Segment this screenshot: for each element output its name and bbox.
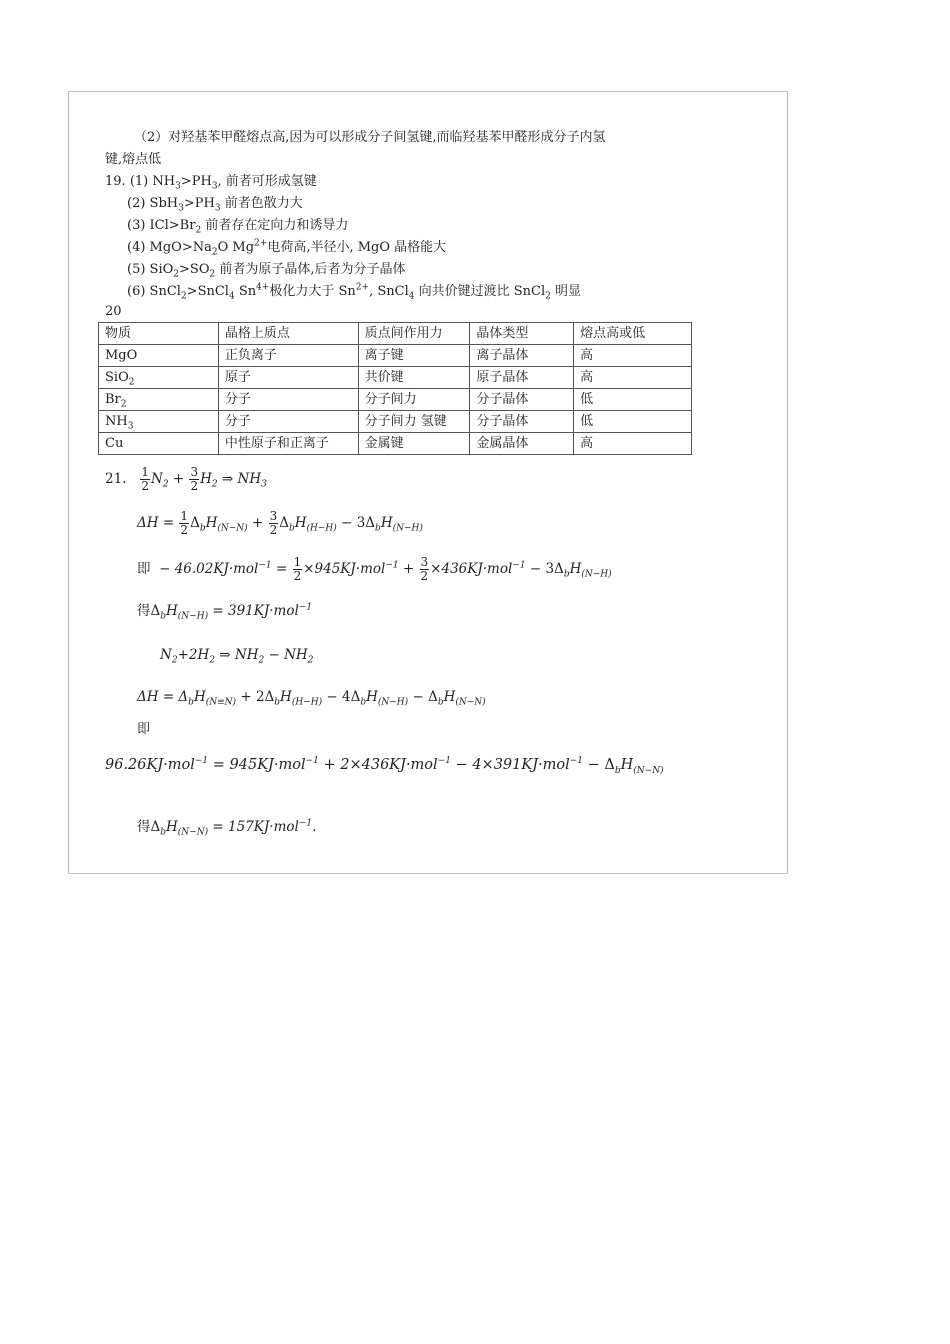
- q21-number: 21.: [105, 471, 127, 487]
- subscript: (N−N): [217, 523, 248, 534]
- de-label: 得: [137, 603, 151, 619]
- table-cell: 分子间力: [358, 389, 470, 411]
- q21-eq1: [105, 466, 267, 493]
- eq-text: − Δ: [408, 689, 438, 705]
- fraction: [269, 510, 279, 537]
- subscript: (N−H): [581, 569, 612, 580]
- q19-text: >SO: [179, 262, 210, 277]
- superscript: −1: [258, 560, 272, 571]
- q19-text: >SnCl: [186, 284, 229, 299]
- table-header-cell: 质点间作用力: [358, 323, 470, 345]
- subscript: b: [199, 523, 206, 534]
- q19-text: (4) MgO>Na: [127, 240, 212, 255]
- denominator: 2: [269, 523, 278, 537]
- superscript: 2+: [355, 282, 370, 293]
- table-row: [99, 345, 692, 367]
- eq-text: − NH: [264, 647, 308, 663]
- denominator: 2: [293, 569, 302, 583]
- substance-name: NH: [105, 414, 128, 429]
- eq-text: +2H: [177, 647, 210, 663]
- q19-item-3: [127, 218, 348, 234]
- q19-text: , SnCl: [369, 284, 409, 299]
- crystal-table: [98, 322, 692, 455]
- q21-eq5: [160, 646, 313, 664]
- subscript: (H−H): [291, 697, 323, 708]
- subscript: 3: [214, 203, 221, 214]
- table-cell: 高: [574, 367, 692, 389]
- numerator: 1: [293, 555, 302, 569]
- eq-text: − 3Δ: [341, 515, 376, 531]
- q19-text: (5) SiO: [127, 262, 174, 277]
- subscript: 2: [307, 655, 314, 666]
- superscript: −1: [385, 560, 399, 571]
- eq-text: H: [366, 689, 378, 705]
- eq-text: − 3Δ: [525, 561, 564, 577]
- table-cell: 原子晶体: [470, 367, 574, 389]
- table-header-cell: 晶体类型: [470, 323, 574, 345]
- table-cell: [99, 433, 219, 455]
- subscript: 2: [180, 291, 187, 302]
- subscript: b: [160, 611, 167, 622]
- table-cell: 离子键: [358, 345, 470, 367]
- q19-text: 前者为原子晶体,后者为分子晶体: [215, 262, 406, 277]
- subscript: 2: [162, 479, 169, 490]
- table-cell: 低: [574, 389, 692, 411]
- subscript: (N−H): [392, 523, 423, 534]
- q19-text: O Mg: [217, 240, 255, 255]
- eq-text: ×945KJ·mol: [303, 561, 386, 577]
- eq-text: +: [398, 561, 419, 577]
- substance-name: SiO: [105, 370, 129, 385]
- subscript: b: [188, 697, 194, 708]
- subscript: 2: [120, 399, 127, 410]
- eq-text: ⇒: [221, 471, 234, 487]
- subscript: 3: [211, 181, 218, 192]
- eq-text: ΔH =: [137, 515, 175, 531]
- eq-text: ×436KJ·mol: [430, 561, 513, 577]
- table-cell: 中性原子和正离子: [218, 433, 358, 455]
- q19-text: (3) ICl>Br: [127, 218, 196, 233]
- superscript: −1: [194, 756, 209, 767]
- de-label: 得: [137, 819, 151, 835]
- subscript: 2: [128, 377, 135, 388]
- eq-text: H: [193, 689, 206, 705]
- substance-name: Cu: [105, 436, 124, 451]
- subscript: 2: [211, 247, 218, 258]
- q19-text: 极化力大于 Sn: [269, 284, 356, 299]
- subscript: (N−N): [455, 697, 486, 708]
- subscript: 4: [408, 291, 415, 302]
- subscript: 3: [261, 479, 267, 490]
- subscript: 2: [173, 269, 180, 280]
- denominator: 2: [180, 523, 189, 537]
- eq-text: H: [166, 819, 178, 835]
- table-cell: 金属键: [358, 433, 470, 455]
- fraction: [189, 466, 199, 493]
- table-cell: 高: [574, 433, 692, 455]
- subscript: 3: [127, 421, 134, 432]
- substance-name: Br: [105, 392, 121, 407]
- superscript: −1: [298, 818, 313, 829]
- ji-label: 即: [137, 561, 151, 577]
- table-header-cell: 晶格上质点: [218, 323, 358, 345]
- eq-text: + 2×436KJ·mol: [318, 757, 438, 773]
- eq-text: H: [200, 471, 212, 487]
- q21-eq6: [137, 688, 486, 706]
- table-cell: [99, 389, 219, 411]
- eq-text: H: [205, 515, 218, 531]
- eq-text: H: [380, 515, 393, 531]
- superscript: −1: [569, 756, 584, 767]
- eq-text: N: [160, 647, 172, 663]
- table-cell: 金属晶体: [470, 433, 574, 455]
- eq-text: NH: [234, 647, 259, 663]
- subscript: b: [563, 569, 570, 580]
- eq-text: 96.26KJ·mol: [105, 757, 195, 773]
- table-cell: 离子晶体: [470, 345, 574, 367]
- q19-text: 前者色散力大: [220, 196, 303, 211]
- table-cell: [99, 411, 219, 433]
- table-header-cell: 物质: [99, 323, 219, 345]
- subscript: 3: [178, 203, 184, 214]
- numerator: 1: [141, 465, 149, 479]
- superscript: −1: [437, 756, 451, 767]
- fraction: [179, 510, 189, 537]
- table-cell: 分子晶体: [470, 411, 574, 433]
- q19-item-4: [127, 240, 446, 256]
- table-cell: 共价键: [358, 367, 470, 389]
- subscript: b: [375, 523, 381, 534]
- subscript: b: [614, 765, 621, 776]
- subscript: (N−N): [177, 827, 209, 838]
- q19-item-1: [105, 174, 317, 190]
- table-row: [99, 433, 692, 455]
- fraction: [293, 556, 303, 583]
- q19-text: (1) NH: [129, 174, 176, 189]
- eq-text: − 46.02KJ·mol: [159, 561, 259, 577]
- eq-text: H: [443, 689, 456, 705]
- q19-text: Sn: [234, 284, 257, 299]
- superscript: −1: [512, 560, 526, 571]
- q19-item-2: [127, 196, 303, 212]
- denominator: 2: [190, 479, 199, 493]
- numerator: 3: [420, 555, 429, 569]
- eq-text: NH: [237, 471, 262, 487]
- superscript: −1: [305, 756, 319, 767]
- substance-name: MgO: [105, 348, 138, 363]
- table-cell: [99, 345, 219, 367]
- q20-number: 20: [105, 304, 122, 319]
- eq-text: H: [569, 561, 582, 577]
- subscript: 2: [209, 269, 216, 280]
- q19-text: 前者存在定向力和诱导力: [201, 218, 349, 233]
- superscript: 2+: [254, 238, 268, 249]
- q19-item-6: [127, 284, 581, 300]
- subscript: 2: [171, 655, 178, 666]
- table-cell: 分子间力 氢键: [358, 411, 470, 433]
- eq-text: Δ: [190, 515, 200, 531]
- subscript: (H−H): [306, 523, 337, 534]
- subscript: 2: [209, 655, 215, 666]
- eq-text: = 391KJ·mol: [208, 603, 299, 619]
- table-cell: 低: [574, 411, 692, 433]
- eq-text: H: [294, 515, 307, 531]
- q19-text: 向共价键过渡比 SnCl: [414, 284, 546, 299]
- q21-eq2: [137, 510, 423, 537]
- eq-text: = 157KJ·mol: [208, 819, 299, 835]
- subscript: 2: [195, 225, 202, 236]
- q21-ji-line: 即: [137, 722, 151, 737]
- denominator: 2: [420, 569, 429, 583]
- eq-text: H: [280, 689, 292, 705]
- q21-eq4: [137, 602, 312, 620]
- subscript: (N−N): [633, 765, 664, 776]
- q19-text: >PH: [180, 174, 212, 189]
- table-cell: 分子: [218, 389, 358, 411]
- table-cell: 正负离子: [218, 345, 358, 367]
- subscript: (N−H): [177, 611, 209, 622]
- subscript: 4: [228, 291, 235, 302]
- table-cell: [99, 367, 219, 389]
- eq-text: H: [166, 603, 178, 619]
- eq-text: ΔH = Δ: [137, 689, 189, 705]
- subscript: b: [360, 697, 367, 708]
- q19-number: 19.: [105, 174, 126, 189]
- eq-text: − 4×391KJ·mol: [450, 757, 570, 773]
- fraction: [420, 556, 430, 583]
- table-row: [99, 367, 692, 389]
- q21-eq8: [137, 818, 316, 836]
- subscript: b: [274, 697, 281, 708]
- subscript: 2: [211, 479, 218, 490]
- fraction: [140, 466, 150, 493]
- subscript: (N≡N): [205, 697, 237, 708]
- q19-item-5: [127, 262, 405, 278]
- eq-text: H: [620, 757, 634, 773]
- denominator: 2: [141, 479, 149, 493]
- q19-text: (2) SbH: [127, 196, 179, 211]
- q21-eq3: [137, 556, 612, 583]
- q21-eq7: [105, 756, 664, 774]
- q19-text: , 前者可形成氢键: [217, 174, 317, 189]
- subscript: 2: [258, 655, 265, 666]
- eq-text: N: [151, 471, 163, 487]
- q19-text: (6) SnCl: [127, 284, 181, 299]
- eq-text: = 945KJ·mol: [208, 757, 306, 773]
- table-cell: 分子晶体: [470, 389, 574, 411]
- eq-text: .: [312, 819, 317, 835]
- table-header-row: [99, 323, 692, 345]
- numerator: 1: [180, 509, 189, 523]
- eq-text: Δ: [150, 603, 161, 619]
- numerator: 3: [190, 465, 199, 479]
- q18-line1: （2）对羟基苯甲醛熔点高,因为可以形成分子间氢键,而临羟基苯甲醛形成分子内氢: [134, 130, 606, 145]
- table-cell: 分子: [218, 411, 358, 433]
- numerator: 3: [269, 509, 278, 523]
- eq-text: +: [172, 471, 185, 487]
- subscript: b: [437, 697, 444, 708]
- eq-text: Δ: [279, 515, 289, 531]
- table-cell: 高: [574, 345, 692, 367]
- table-cell: 原子: [218, 367, 358, 389]
- q18-line2: 键,熔点低: [105, 152, 162, 167]
- subscript: (N−H): [377, 697, 409, 708]
- table-row: [99, 411, 692, 433]
- q19-text: 明显: [550, 284, 582, 299]
- subscript: 3: [175, 181, 181, 192]
- eq-text: + 2Δ: [236, 689, 275, 705]
- eq-text: =: [271, 561, 292, 577]
- eq-text: ⇒: [214, 647, 235, 663]
- eq-text: +: [251, 515, 264, 531]
- subscript: b: [288, 523, 295, 534]
- subscript: b: [160, 827, 167, 838]
- table-header-cell: 熔点高或低: [574, 323, 692, 345]
- q19-text: >PH: [183, 196, 215, 211]
- eq-text: − 4Δ: [322, 689, 361, 705]
- subscript: 2: [545, 291, 551, 302]
- eq-text: Δ: [150, 819, 161, 835]
- eq-text: − Δ: [583, 757, 615, 773]
- table-row: [99, 389, 692, 411]
- q19-text: 电荷高,半径小, MgO 晶格能大: [267, 240, 447, 255]
- superscript: −1: [298, 602, 313, 613]
- superscript: 4+: [256, 282, 270, 293]
